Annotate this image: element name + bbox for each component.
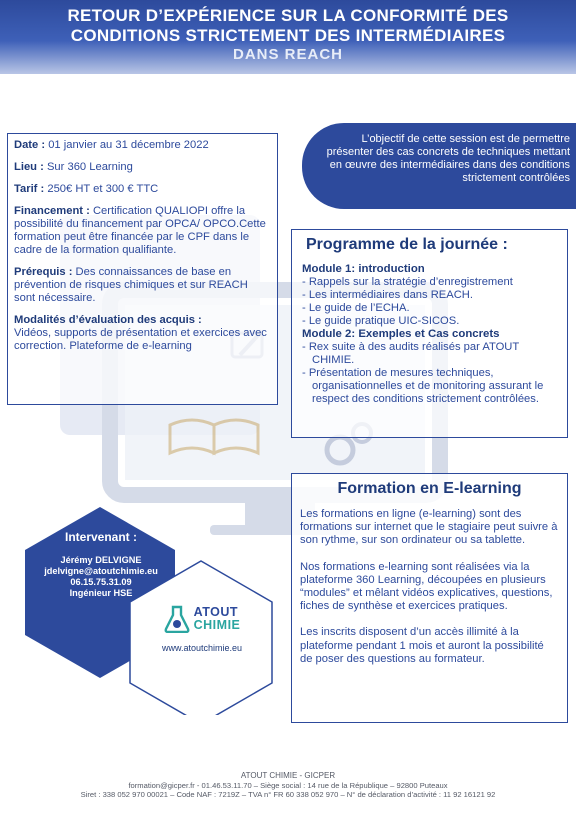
intervenant-phone: 06.15.75.31.09: [70, 577, 132, 587]
programme-box: [291, 229, 568, 438]
footer-legal: Siret : 338 052 970 00021 – Code NAF : 7219Z – TVA n° FR 60 338 052 970 – N° de déclaration d’activité : 11 92 16121 92: [80, 790, 496, 800]
intervenant-name: Jérémy DELVIGNE: [60, 555, 142, 565]
module-2-title: Module 2: Exemples et Cas concrets: [302, 328, 500, 340]
module-1-title: Module 1: introduction: [302, 263, 425, 275]
date-row: [14, 139, 271, 152]
intervenant-role: Ingénieur HSE: [69, 588, 133, 598]
modalites-label: Modalités d’évaluation des acquis :: [14, 314, 202, 326]
logo-word-atout: ATOUT: [193, 605, 239, 619]
tarif-row: [14, 183, 271, 196]
objective-box: [302, 123, 576, 209]
banner-title-line-1: RETOUR D’EXPÉRIENCE SUR LA CONFORMITÉ DES: [67, 6, 509, 25]
programme-title: Programme de la journée :: [306, 236, 508, 253]
lieu-label: Lieu :: [14, 161, 44, 173]
module-1-list: [302, 276, 559, 328]
intervenant-title: Intervenant :: [64, 530, 137, 544]
list-item: - Présentation de mesures techniques, organisationnelles et de monitoring assurant le respect des conditions strictement contrôlées.: [302, 367, 544, 405]
financement-row: [14, 205, 271, 257]
list-item: - Rex suite à des audits réalisés par ATOUT CHIMIE.: [302, 341, 520, 366]
module-2-list: [302, 341, 559, 406]
website-link[interactable]: www.atoutchimie.eu: [161, 643, 243, 653]
session-info-box: [7, 133, 278, 405]
footer-company: ATOUT CHIMIE - GICPER: [240, 771, 336, 780]
list-item: - Rappels sur la stratégie d’enregistrement: [302, 276, 513, 288]
prerequis-label: Prérequis :: [14, 266, 73, 278]
list-item: - Le guide pratique UIC-SICOS.: [302, 315, 460, 327]
elearning-paragraph-2: Nos formations e-learning sont réalisées via la plateforme 360 Learning, découpées en plusieurs “modules” et mêlant vidéos explicatives, questions, fiches de synthèse et exercices pratiques.: [300, 560, 553, 613]
elearning-paragraph-1: Les formations en ligne (e-learning) sont des formations sur internet que le stagiaire peut suivre à son rythme, sur son ordinateur ou sa tablette.: [300, 508, 558, 547]
financement-value: Certification QUALIOPI offre la possibilité du financement par OPCA/ OPCO.Cette formation peut être financée par le CPF dans le cadre de la formation qualifiante.: [14, 205, 266, 256]
tarif-label: Tarif :: [14, 183, 45, 195]
modalites-value: Vidéos, supports de présentation et exercices avec correction. Plateforme de e-learning: [14, 327, 267, 352]
modalites-row: [14, 314, 271, 353]
intervenant-email[interactable]: jdelvigne@atoutchimie.eu: [44, 566, 158, 576]
elearning-paragraph-3: Les inscrits disposent d’un accès illimité à la plateforme pendant 1 mois et auront la possibilité de poser des questions au formateur.: [300, 626, 544, 665]
date-value: 01 janvier au 31 décembre 2022: [45, 139, 209, 151]
lieu-row: [14, 161, 271, 174]
lieu-value: Sur 360 Learning: [43, 161, 133, 173]
prerequis-value: Des connaissances de base en prévention de risques chimiques et sur REACH sont nécessaire.: [14, 266, 248, 304]
atout-chimie-logo: [138, 605, 266, 665]
date-label: Date :: [14, 139, 46, 151]
header-banner: [0, 0, 576, 74]
logo-word-chimie: CHIMIE: [193, 618, 241, 632]
footer-contact: formation@gicper.fr - 01.46.53.11.70 – Siège social : 14 rue de la République – 92800 Puteaux: [128, 780, 448, 790]
prerequis-row: [14, 266, 271, 305]
tarif-value: 250€ HT et 300 € TTC: [44, 183, 159, 195]
intervenant-block: [28, 530, 174, 599]
elearning-title: Formation en E-learning: [337, 480, 522, 497]
elearning-box: [291, 473, 568, 723]
banner-title-line-2: CONDITIONS STRICTEMENT DES INTERMÉDIAIRES: [70, 26, 506, 45]
list-item: - Les intermédiaires dans REACH.: [302, 289, 473, 301]
flask-logo-icon: [164, 605, 190, 633]
objective-text: L’objectif de cette session est de permettre présenter des cas concrets de techniques mettant en œuvre des intermédiaires dans des conditions strictement contrôlées: [326, 133, 570, 184]
financement-label: Financement :: [14, 205, 90, 217]
footer: [0, 771, 576, 800]
list-item: - Le guide de l’ECHA.: [302, 302, 410, 314]
banner-title-line-3: DANS REACH: [232, 46, 343, 63]
